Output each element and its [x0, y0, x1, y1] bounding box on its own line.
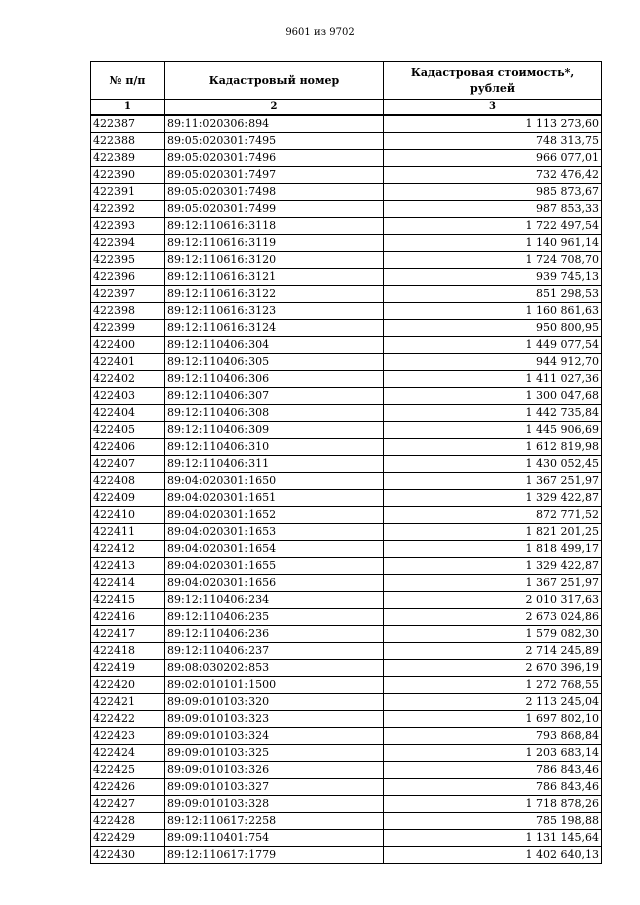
cadastral-number-cell: 89:12:110616:3122: [165, 286, 384, 303]
table-row: [91, 388, 602, 405]
table-row: [91, 167, 602, 184]
row-number-cell: 422420: [91, 677, 165, 694]
row-number-cell: 422426: [91, 779, 165, 796]
cadastral-number-cell: 89:12:110616:3119: [165, 235, 384, 252]
cadastral-value-cell: 1 402 640,13: [384, 847, 602, 864]
cadastral-number-cell: 89:09:010103:323: [165, 711, 384, 728]
table-row: [91, 762, 602, 779]
header-row-number: № п/п: [91, 62, 165, 100]
cadastral-number-cell: 89:05:020301:7497: [165, 167, 384, 184]
table-row: [91, 728, 602, 745]
table-row: [91, 830, 602, 847]
table-row: [91, 541, 602, 558]
row-number-cell: 422394: [91, 235, 165, 252]
cadastral-value-cell: 966 077,01: [384, 150, 602, 167]
table-row: [91, 337, 602, 354]
cadastral-number-cell: 89:09:010103:320: [165, 694, 384, 711]
column-index: 2: [165, 100, 384, 116]
cadastral-value-cell: 939 745,13: [384, 269, 602, 286]
cadastral-number-cell: 89:05:020301:7496: [165, 150, 384, 167]
cadastral-value-cell: 1 818 499,17: [384, 541, 602, 558]
cadastral-number-cell: 89:09:010103:327: [165, 779, 384, 796]
cadastral-number-cell: 89:05:020301:7499: [165, 201, 384, 218]
cadastral-value-cell: 1 724 708,70: [384, 252, 602, 269]
table-row: [91, 779, 602, 796]
cadastral-number-cell: 89:09:010103:325: [165, 745, 384, 762]
cadastral-value-cell: 785 198,88: [384, 813, 602, 830]
table-row: [91, 371, 602, 388]
row-number-cell: 422399: [91, 320, 165, 337]
table-row: [91, 320, 602, 337]
row-number-cell: 422422: [91, 711, 165, 728]
table-row: [91, 660, 602, 677]
table-row: [91, 558, 602, 575]
cadastral-number-cell: 89:12:110617:1779: [165, 847, 384, 864]
cadastral-value-cell: 950 800,95: [384, 320, 602, 337]
table-row: [91, 575, 602, 592]
row-number-cell: 422411: [91, 524, 165, 541]
row-number-cell: 422390: [91, 167, 165, 184]
cadastral-value-cell: 1 300 047,68: [384, 388, 602, 405]
cadastral-value-cell: 987 853,33: [384, 201, 602, 218]
table-row: [91, 354, 602, 371]
table-row: [91, 252, 602, 269]
cadastral-number-cell: 89:05:020301:7498: [165, 184, 384, 201]
column-index: 1: [91, 100, 165, 116]
row-number-cell: 422410: [91, 507, 165, 524]
row-number-cell: 422412: [91, 541, 165, 558]
row-number-cell: 422427: [91, 796, 165, 813]
table-row: [91, 507, 602, 524]
table-row: [91, 796, 602, 813]
table-row: [91, 235, 602, 252]
cadastral-value-cell: 1 612 819,98: [384, 439, 602, 456]
row-number-cell: 422414: [91, 575, 165, 592]
cadastral-value-cell: 1 449 077,54: [384, 337, 602, 354]
cadastral-value-cell: 748 313,75: [384, 133, 602, 150]
cadastral-number-cell: 89:04:020301:1655: [165, 558, 384, 575]
cadastral-number-cell: 89:11:020306:894: [165, 115, 384, 133]
table-row: [91, 218, 602, 235]
cadastral-number-cell: 89:12:110616:3118: [165, 218, 384, 235]
cadastral-number-cell: 89:04:020301:1650: [165, 473, 384, 490]
cadastral-number-cell: 89:12:110616:3120: [165, 252, 384, 269]
row-number-cell: 422391: [91, 184, 165, 201]
row-number-cell: 422423: [91, 728, 165, 745]
cadastral-value-cell: 985 873,67: [384, 184, 602, 201]
cadastral-value-cell: 1 160 861,63: [384, 303, 602, 320]
cadastral-value-cell: 1 411 027,36: [384, 371, 602, 388]
table-row: [91, 626, 602, 643]
cadastral-number-cell: 89:04:020301:1653: [165, 524, 384, 541]
cadastral-value-cell: 1 131 145,64: [384, 830, 602, 847]
cadastral-number-cell: 89:12:110406:311: [165, 456, 384, 473]
cadastral-number-cell: 89:12:110406:306: [165, 371, 384, 388]
table-row: [91, 745, 602, 762]
row-number-cell: 422429: [91, 830, 165, 847]
cadastral-number-cell: 89:12:110616:3124: [165, 320, 384, 337]
row-number-cell: 422408: [91, 473, 165, 490]
row-number-cell: 422403: [91, 388, 165, 405]
cadastral-number-cell: 89:12:110406:309: [165, 422, 384, 439]
row-number-cell: 422392: [91, 201, 165, 218]
row-number-cell: 422419: [91, 660, 165, 677]
row-number-cell: 422389: [91, 150, 165, 167]
row-number-cell: 422396: [91, 269, 165, 286]
row-number-cell: 422401: [91, 354, 165, 371]
cadastral-value-cell: 1 329 422,87: [384, 558, 602, 575]
cadastral-value-cell: 944 912,70: [384, 354, 602, 371]
cadastral-value-cell: 1 722 497,54: [384, 218, 602, 235]
cadastral-table: [90, 61, 602, 864]
cadastral-value-cell: 872 771,52: [384, 507, 602, 524]
cadastral-value-cell: 1 367 251,97: [384, 575, 602, 592]
cadastral-number-cell: 89:08:030202:853: [165, 660, 384, 677]
cadastral-number-cell: 89:12:110406:237: [165, 643, 384, 660]
row-number-cell: 422413: [91, 558, 165, 575]
cadastral-value-cell: 851 298,53: [384, 286, 602, 303]
row-number-cell: 422398: [91, 303, 165, 320]
table-row: [91, 150, 602, 167]
row-number-cell: 422407: [91, 456, 165, 473]
header-row: [91, 62, 602, 100]
row-number-cell: 422428: [91, 813, 165, 830]
cadastral-value-cell: 1 272 768,55: [384, 677, 602, 694]
table-row: [91, 677, 602, 694]
row-number-cell: 422400: [91, 337, 165, 354]
cadastral-value-cell: 786 843,46: [384, 762, 602, 779]
row-number-cell: 422418: [91, 643, 165, 660]
table-row: [91, 269, 602, 286]
cadastral-number-cell: 89:04:020301:1651: [165, 490, 384, 507]
cadastral-number-cell: 89:02:010101:1500: [165, 677, 384, 694]
header-cadastral-number: Кадастровый номер: [165, 62, 384, 100]
cadastral-value-cell: 1 140 961,14: [384, 235, 602, 252]
cadastral-number-cell: 89:12:110406:310: [165, 439, 384, 456]
cadastral-value-cell: 1 329 422,87: [384, 490, 602, 507]
table-row: [91, 711, 602, 728]
cadastral-number-cell: 89:12:110406:304: [165, 337, 384, 354]
row-number-cell: 422388: [91, 133, 165, 150]
cadastral-value-cell: 1 442 735,84: [384, 405, 602, 422]
row-number-cell: 422425: [91, 762, 165, 779]
cadastral-number-cell: 89:09:110401:754: [165, 830, 384, 847]
cadastral-value-cell: 732 476,42: [384, 167, 602, 184]
table-row: [91, 847, 602, 864]
cadastral-number-cell: 89:12:110406:236: [165, 626, 384, 643]
table-row: [91, 694, 602, 711]
cadastral-number-cell: 89:12:110406:305: [165, 354, 384, 371]
cadastral-number-cell: 89:12:110616:3121: [165, 269, 384, 286]
cadastral-value-cell: 1 430 052,45: [384, 456, 602, 473]
table-row: [91, 473, 602, 490]
cadastral-number-cell: 89:04:020301:1656: [165, 575, 384, 592]
row-number-cell: 422430: [91, 847, 165, 864]
cadastral-number-cell: 89:12:110406:307: [165, 388, 384, 405]
cadastral-value-cell: 2 670 396,19: [384, 660, 602, 677]
table-row: [91, 286, 602, 303]
row-number-cell: 422409: [91, 490, 165, 507]
cadastral-number-cell: 89:12:110406:235: [165, 609, 384, 626]
cadastral-value-cell: 786 843,46: [384, 779, 602, 796]
cadastral-number-cell: 89:09:010103:326: [165, 762, 384, 779]
cadastral-value-cell: 1 113 273,60: [384, 115, 602, 133]
table-row: [91, 592, 602, 609]
table-row: [91, 456, 602, 473]
row-number-cell: 422404: [91, 405, 165, 422]
table-row: [91, 422, 602, 439]
cadastral-value-cell: 2 714 245,89: [384, 643, 602, 660]
cadastral-value-cell: 1 718 878,26: [384, 796, 602, 813]
table-row: [91, 405, 602, 422]
table-row: [91, 609, 602, 626]
cadastral-value-cell: 1 203 683,14: [384, 745, 602, 762]
cadastral-number-cell: 89:05:020301:7495: [165, 133, 384, 150]
table-row: [91, 439, 602, 456]
column-index-row: [91, 100, 602, 116]
cadastral-value-cell: 1 579 082,30: [384, 626, 602, 643]
cadastral-number-cell: 89:12:110406:234: [165, 592, 384, 609]
row-number-cell: 422405: [91, 422, 165, 439]
cadastral-value-cell: 2 113 245,04: [384, 694, 602, 711]
table-row: [91, 303, 602, 320]
column-index: 3: [384, 100, 602, 116]
cadastral-value-cell: 1 697 802,10: [384, 711, 602, 728]
row-number-cell: 422415: [91, 592, 165, 609]
table-row: [91, 643, 602, 660]
cadastral-value-cell: 1 445 906,69: [384, 422, 602, 439]
table-row: [91, 524, 602, 541]
cadastral-number-cell: 89:12:110616:3123: [165, 303, 384, 320]
cadastral-number-cell: 89:04:020301:1652: [165, 507, 384, 524]
table-row: [91, 115, 602, 133]
table-body: [91, 115, 602, 864]
table-row: [91, 133, 602, 150]
cadastral-number-cell: 89:09:010103:328: [165, 796, 384, 813]
table-row: [91, 201, 602, 218]
table-row: [91, 490, 602, 507]
cadastral-number-cell: 89:12:110617:2258: [165, 813, 384, 830]
cadastral-value-cell: 1 367 251,97: [384, 473, 602, 490]
row-number-cell: 422406: [91, 439, 165, 456]
cadastral-value-cell: 2 010 317,63: [384, 592, 602, 609]
row-number-cell: 422424: [91, 745, 165, 762]
cadastral-number-cell: 89:04:020301:1654: [165, 541, 384, 558]
row-number-cell: 422397: [91, 286, 165, 303]
row-number-cell: 422416: [91, 609, 165, 626]
row-number-cell: 422402: [91, 371, 165, 388]
row-number-cell: 422421: [91, 694, 165, 711]
header-cadastral-value: Кадастровая стоимость*, рублей: [384, 62, 602, 100]
table-row: [91, 184, 602, 201]
cadastral-value-cell: 2 673 024,86: [384, 609, 602, 626]
row-number-cell: 422393: [91, 218, 165, 235]
row-number-cell: 422387: [91, 115, 165, 133]
page-number: 9601 из 9702: [285, 27, 355, 38]
row-number-cell: 422417: [91, 626, 165, 643]
table-row: [91, 813, 602, 830]
cadastral-value-cell: 793 868,84: [384, 728, 602, 745]
cadastral-number-cell: 89:09:010103:324: [165, 728, 384, 745]
row-number-cell: 422395: [91, 252, 165, 269]
cadastral-number-cell: 89:12:110406:308: [165, 405, 384, 422]
cadastral-value-cell: 1 821 201,25: [384, 524, 602, 541]
